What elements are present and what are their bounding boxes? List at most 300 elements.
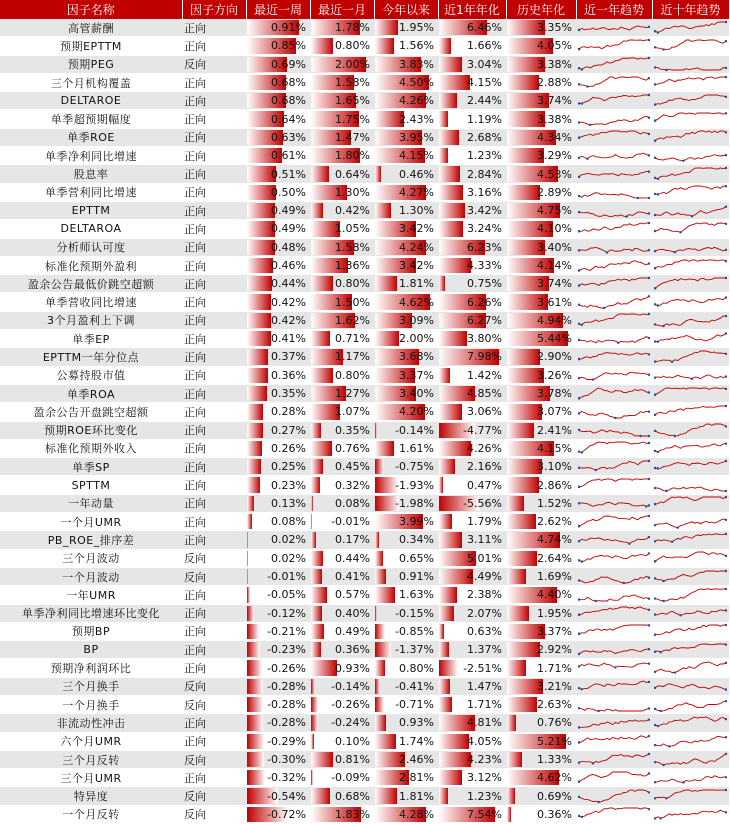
value-text: 1.65%: [335, 94, 370, 107]
value-bar: [375, 532, 379, 547]
table-row[interactable]: [0, 330, 729, 348]
value-text: 0.27%: [271, 424, 306, 437]
value-text: 0.28%: [271, 405, 306, 418]
value-text: 4.10%: [537, 222, 572, 235]
value-text: 1.50%: [335, 296, 370, 309]
cell-week: [246, 73, 310, 91]
table-row[interactable]: [0, 183, 729, 201]
cell-week: [246, 586, 310, 604]
cell-hist: [506, 641, 576, 659]
cell-month: [310, 220, 374, 238]
value-text: 1.23%: [467, 790, 502, 803]
cell-hist: [506, 330, 576, 348]
sparkline-1y: [576, 348, 652, 366]
value-bar: [439, 185, 463, 200]
value-bar: [507, 697, 537, 712]
cell-ytd: [374, 403, 438, 421]
table-row[interactable]: [0, 348, 729, 366]
value-text: 3.06%: [467, 405, 502, 418]
table-row[interactable]: [0, 567, 729, 585]
cell-y1: [438, 348, 506, 366]
value-text: 0.68%: [335, 790, 370, 803]
table-row[interactable]: [0, 311, 729, 329]
table-row[interactable]: [0, 531, 729, 549]
cell-week: [246, 549, 310, 567]
factor-direction: 正向: [182, 458, 246, 476]
factor-direction: 正向: [182, 732, 246, 750]
table-row[interactable]: [0, 110, 729, 128]
value-text: 0.42%: [271, 314, 306, 327]
value-text: 5.21%: [537, 735, 572, 748]
value-text: -0.05%: [267, 588, 306, 601]
value-text: 3.21%: [537, 680, 572, 693]
table-row[interactable]: [0, 256, 729, 274]
table-row[interactable]: [0, 147, 729, 165]
value-text: 3.11%: [467, 533, 502, 546]
value-bar: [375, 788, 397, 803]
value-text: 2.84%: [467, 168, 502, 181]
value-bar: [311, 203, 323, 218]
value-text: -0.01%: [267, 570, 306, 583]
table-row[interactable]: [0, 586, 729, 604]
cell-hist: [506, 695, 576, 713]
cell-ytd: [374, 750, 438, 768]
header-direction[interactable]: 因子方向: [182, 0, 246, 19]
value-bar: [439, 38, 451, 53]
cell-y1: [438, 604, 506, 622]
header-ytd[interactable]: 今年以来: [374, 0, 438, 19]
cell-month: [310, 659, 374, 677]
cell-y1: [438, 238, 506, 256]
cell-hist: [506, 494, 576, 512]
table-row[interactable]: [0, 494, 729, 512]
value-text: 4.23%: [467, 753, 502, 766]
value-bar: [311, 441, 332, 456]
cell-y1: [438, 165, 506, 183]
sparkline-10y: [652, 604, 729, 622]
cell-hist: [506, 348, 576, 366]
cell-hist: [506, 256, 576, 274]
cell-y1: [438, 19, 506, 37]
table-row[interactable]: [0, 604, 729, 622]
value-text: -0.24%: [331, 716, 370, 729]
cell-y1: [438, 622, 506, 640]
cell-ytd: [374, 220, 438, 238]
value-text: 1.71%: [537, 662, 572, 675]
value-text: 3.37%: [399, 369, 434, 382]
value-text: 0.69%: [537, 790, 572, 803]
value-text: 2.62%: [537, 515, 572, 528]
factor-name: 标准化预期外盈利: [0, 256, 182, 274]
value-text: 2.64%: [537, 552, 572, 565]
value-bar: [311, 788, 330, 803]
factor-name: DELTAROA: [0, 220, 182, 238]
sparkline-1y: [576, 421, 652, 439]
table-row[interactable]: [0, 439, 729, 457]
value-bar: [311, 734, 314, 749]
cell-week: [246, 220, 310, 238]
factor-name: 特异度: [0, 787, 182, 805]
cell-y1: [438, 293, 506, 311]
value-text: 1.56%: [399, 39, 434, 52]
header-10y-trend[interactable]: 近十年趋势: [652, 0, 729, 19]
factor-direction: 正向: [182, 293, 246, 311]
value-text: 3.42%: [399, 222, 434, 235]
value-text: 0.42%: [335, 204, 370, 217]
value-text: 1.66%: [467, 39, 502, 52]
value-text: -0.14%: [331, 680, 370, 693]
factor-name: 预期净利润环比: [0, 659, 182, 677]
cell-hist: [506, 183, 576, 201]
cell-month: [310, 238, 374, 256]
value-text: 3.68%: [399, 350, 434, 363]
value-text: 0.02%: [271, 552, 306, 565]
sparkline-10y: [652, 421, 729, 439]
value-text: 0.36%: [271, 369, 306, 382]
table-row[interactable]: [0, 458, 729, 476]
value-text: 1.75%: [335, 113, 370, 126]
value-text: 2.89%: [537, 186, 572, 199]
factor-direction: 反向: [182, 805, 246, 823]
value-text: 1.81%: [399, 790, 434, 803]
table-row[interactable]: [0, 366, 729, 384]
sparkline-10y: [652, 55, 729, 73]
value-bar: [439, 788, 448, 803]
cell-y1: [438, 549, 506, 567]
cell-hist: [506, 439, 576, 457]
sparkline-1y: [576, 787, 652, 805]
factor-name: 盈余公告最低价跳空超额: [0, 275, 182, 293]
table-row[interactable]: [0, 384, 729, 402]
value-bar: [439, 75, 470, 90]
table-row[interactable]: [0, 19, 729, 37]
factor-name: 三个月反转: [0, 750, 182, 768]
value-text: 0.68%: [271, 94, 306, 107]
cell-month: [310, 494, 374, 512]
value-bar: [439, 331, 467, 346]
value-bar: [507, 423, 534, 438]
value-text: 0.36%: [335, 643, 370, 656]
value-text: 0.44%: [271, 277, 306, 290]
value-text: 4.26%: [467, 442, 502, 455]
sparkline-1y: [576, 201, 652, 219]
sparkline-1y: [576, 293, 652, 311]
value-bar: [507, 185, 540, 200]
factor-name: SPTTM: [0, 476, 182, 494]
value-text: 4.34%: [537, 131, 572, 144]
value-bar: [375, 642, 391, 657]
factor-direction: 正向: [182, 604, 246, 622]
sparkline-10y: [652, 165, 729, 183]
header-hist-annualized[interactable]: 历史年化: [506, 0, 576, 19]
factor-name: DELTAROE: [0, 92, 182, 110]
cell-y1: [438, 659, 506, 677]
table-row[interactable]: [0, 403, 729, 421]
factor-direction: 反向: [182, 787, 246, 805]
factor-name: 分析师认可度: [0, 238, 182, 256]
cell-hist: [506, 421, 576, 439]
value-text: 3.74%: [537, 94, 572, 107]
table-row[interactable]: [0, 513, 729, 531]
cell-month: [310, 37, 374, 55]
value-text: 3.78%: [537, 387, 572, 400]
sparkline-10y: [652, 201, 729, 219]
cell-hist: [506, 384, 576, 402]
table-row[interactable]: [0, 275, 729, 293]
cell-y1: [438, 275, 506, 293]
sparkline-10y: [652, 677, 729, 695]
cell-ytd: [374, 549, 438, 567]
cell-ytd: [374, 458, 438, 476]
table-row[interactable]: [0, 622, 729, 640]
value-bar: [375, 587, 395, 602]
factor-direction: 正向: [182, 92, 246, 110]
table-row[interactable]: [0, 695, 729, 713]
value-text: 4.75%: [537, 204, 572, 217]
value-text: 3.40%: [399, 387, 434, 400]
value-text: -0.41%: [395, 680, 434, 693]
sparkline-10y: [652, 110, 729, 128]
value-text: 4.81%: [467, 716, 502, 729]
sparkline-10y: [652, 567, 729, 585]
cell-month: [310, 128, 374, 146]
value-text: -0.32%: [267, 771, 306, 784]
factor-name: 单季SP: [0, 458, 182, 476]
cell-y1: [438, 439, 506, 457]
value-text: 0.25%: [271, 460, 306, 473]
table-row[interactable]: [0, 201, 729, 219]
cell-ytd: [374, 604, 438, 622]
value-bar: [247, 697, 263, 712]
cell-month: [310, 330, 374, 348]
value-text: 1.81%: [399, 277, 434, 290]
value-text: -0.12%: [267, 607, 306, 620]
value-text: 1.61%: [399, 442, 434, 455]
factor-direction: 正向: [182, 311, 246, 329]
value-text: -0.29%: [267, 735, 306, 748]
sparkline-10y: [652, 348, 729, 366]
cell-y1: [438, 458, 506, 476]
sparkline-1y: [576, 165, 652, 183]
value-text: 0.48%: [271, 241, 306, 254]
value-bar: [311, 166, 329, 181]
value-bar: [439, 624, 444, 639]
cell-ytd: [374, 714, 438, 732]
value-bar: [439, 770, 462, 785]
factor-direction: 正向: [182, 641, 246, 659]
header-1y-annualized[interactable]: 近1年年化: [438, 0, 506, 19]
value-text: 0.71%: [335, 332, 370, 345]
cell-month: [310, 183, 374, 201]
sparkline-10y: [652, 531, 729, 549]
header-last-month[interactable]: 最近一月: [310, 0, 374, 19]
value-bar: [439, 679, 450, 694]
value-text: 0.46%: [271, 259, 306, 272]
table-row[interactable]: [0, 549, 729, 567]
sparkline-10y: [652, 476, 729, 494]
table-row[interactable]: [0, 714, 729, 732]
cell-month: [310, 201, 374, 219]
cell-y1: [438, 147, 506, 165]
cell-month: [310, 439, 374, 457]
value-bar: [507, 660, 526, 675]
cell-month: [310, 311, 374, 329]
value-text: 3.42%: [467, 204, 502, 217]
cell-ytd: [374, 147, 438, 165]
value-text: 4.20%: [399, 405, 434, 418]
table-row[interactable]: [0, 165, 729, 183]
value-bar: [311, 752, 333, 767]
value-bar: [507, 514, 536, 529]
cell-y1: [438, 403, 506, 421]
cell-hist: [506, 458, 576, 476]
cell-week: [246, 165, 310, 183]
value-text: 3.38%: [537, 113, 572, 126]
table-row[interactable]: [0, 750, 729, 768]
value-bar: [311, 770, 313, 785]
table-row[interactable]: [0, 677, 729, 695]
factor-name: 单季ROE: [0, 128, 182, 146]
value-text: 3.37%: [537, 625, 572, 638]
value-text: 3.74%: [537, 277, 572, 290]
value-bar: [507, 752, 522, 767]
cell-hist: [506, 750, 576, 768]
table-row[interactable]: [0, 73, 729, 91]
value-bar: [507, 569, 526, 584]
sparkline-1y: [576, 220, 652, 238]
cell-hist: [506, 238, 576, 256]
value-text: -0.72%: [267, 808, 306, 821]
sparkline-1y: [576, 311, 652, 329]
factor-direction: 正向: [182, 769, 246, 787]
value-text: 4.94%: [537, 314, 572, 327]
table-row[interactable]: [0, 421, 729, 439]
table-row[interactable]: [0, 641, 729, 659]
value-text: 2.38%: [467, 588, 502, 601]
cell-week: [246, 750, 310, 768]
value-bar: [439, 93, 457, 108]
factor-name: EPTTM: [0, 201, 182, 219]
header-last-week[interactable]: 最近一周: [246, 0, 310, 19]
table-row[interactable]: [0, 37, 729, 55]
sparkline-10y: [652, 732, 729, 750]
cell-month: [310, 92, 374, 110]
cell-week: [246, 494, 310, 512]
table-row[interactable]: [0, 92, 729, 110]
table-row[interactable]: [0, 55, 729, 73]
cell-hist: [506, 586, 576, 604]
value-text: 3.35%: [537, 21, 572, 34]
sparkline-1y: [576, 659, 652, 677]
factor-direction: 正向: [182, 586, 246, 604]
table-row[interactable]: [0, 476, 729, 494]
value-bar: [375, 624, 385, 639]
cell-week: [246, 732, 310, 750]
table-row[interactable]: [0, 732, 729, 750]
value-text: 1.19%: [467, 113, 502, 126]
value-text: 3.40%: [537, 241, 572, 254]
value-text: 0.80%: [335, 369, 370, 382]
table-row[interactable]: [0, 238, 729, 256]
cell-y1: [438, 256, 506, 274]
factor-direction: 正向: [182, 238, 246, 256]
sparkline-1y: [576, 384, 652, 402]
value-text: 1.95%: [399, 21, 434, 34]
table-row[interactable]: [0, 787, 729, 805]
sparkline-10y: [652, 805, 729, 823]
sparkline-10y: [652, 439, 729, 457]
value-text: -0.85%: [395, 625, 434, 638]
sparkline-10y: [652, 147, 729, 165]
cell-week: [246, 128, 310, 146]
value-bar: [375, 734, 396, 749]
factor-direction: 反向: [182, 567, 246, 585]
value-text: 0.69%: [271, 58, 306, 71]
cell-month: [310, 695, 374, 713]
cell-ytd: [374, 275, 438, 293]
value-bar: [247, 404, 263, 419]
cell-month: [310, 55, 374, 73]
value-bar: [247, 715, 263, 730]
value-text: 1.37%: [467, 643, 502, 656]
value-bar: [247, 258, 273, 273]
cell-hist: [506, 604, 576, 622]
cell-week: [246, 384, 310, 402]
cell-week: [246, 55, 310, 73]
cell-week: [246, 714, 310, 732]
sparkline-1y: [576, 73, 652, 91]
table-row[interactable]: [0, 293, 729, 311]
factor-name: 三个月机构覆盖: [0, 73, 182, 91]
value-text: 5.01%: [467, 552, 502, 565]
value-text: 0.10%: [335, 735, 370, 748]
cell-hist: [506, 769, 576, 787]
value-text: 6.27%: [467, 314, 502, 327]
cell-ytd: [374, 494, 438, 512]
table-row[interactable]: [0, 220, 729, 238]
factor-name: 公募持股市值: [0, 366, 182, 384]
table-row[interactable]: [0, 659, 729, 677]
value-text: 3.83%: [399, 58, 434, 71]
value-bar: [247, 624, 259, 639]
factor-direction: 正向: [182, 330, 246, 348]
value-bar: [375, 606, 377, 621]
table-row[interactable]: [0, 805, 729, 823]
value-text: 0.17%: [335, 533, 370, 546]
cell-ytd: [374, 37, 438, 55]
sparkline-1y: [576, 750, 652, 768]
cell-month: [310, 604, 374, 622]
cell-y1: [438, 695, 506, 713]
table-row[interactable]: [0, 769, 729, 787]
cell-week: [246, 19, 310, 37]
cell-week: [246, 622, 310, 640]
value-text: 0.02%: [271, 533, 306, 546]
header-1y-trend[interactable]: 近一年趋势: [576, 0, 652, 19]
value-text: 1.74%: [399, 735, 434, 748]
sparkline-1y: [576, 366, 652, 384]
value-text: -0.14%: [395, 424, 434, 437]
table-row[interactable]: [0, 128, 729, 146]
value-bar: [439, 514, 452, 529]
header-factor-name[interactable]: 因子名称: [0, 0, 182, 19]
factor-name: 高管薪酬: [0, 19, 182, 37]
cell-y1: [438, 586, 506, 604]
cell-week: [246, 659, 310, 677]
factor-direction: 正向: [182, 366, 246, 384]
value-bar: [247, 368, 268, 383]
cell-month: [310, 19, 374, 37]
